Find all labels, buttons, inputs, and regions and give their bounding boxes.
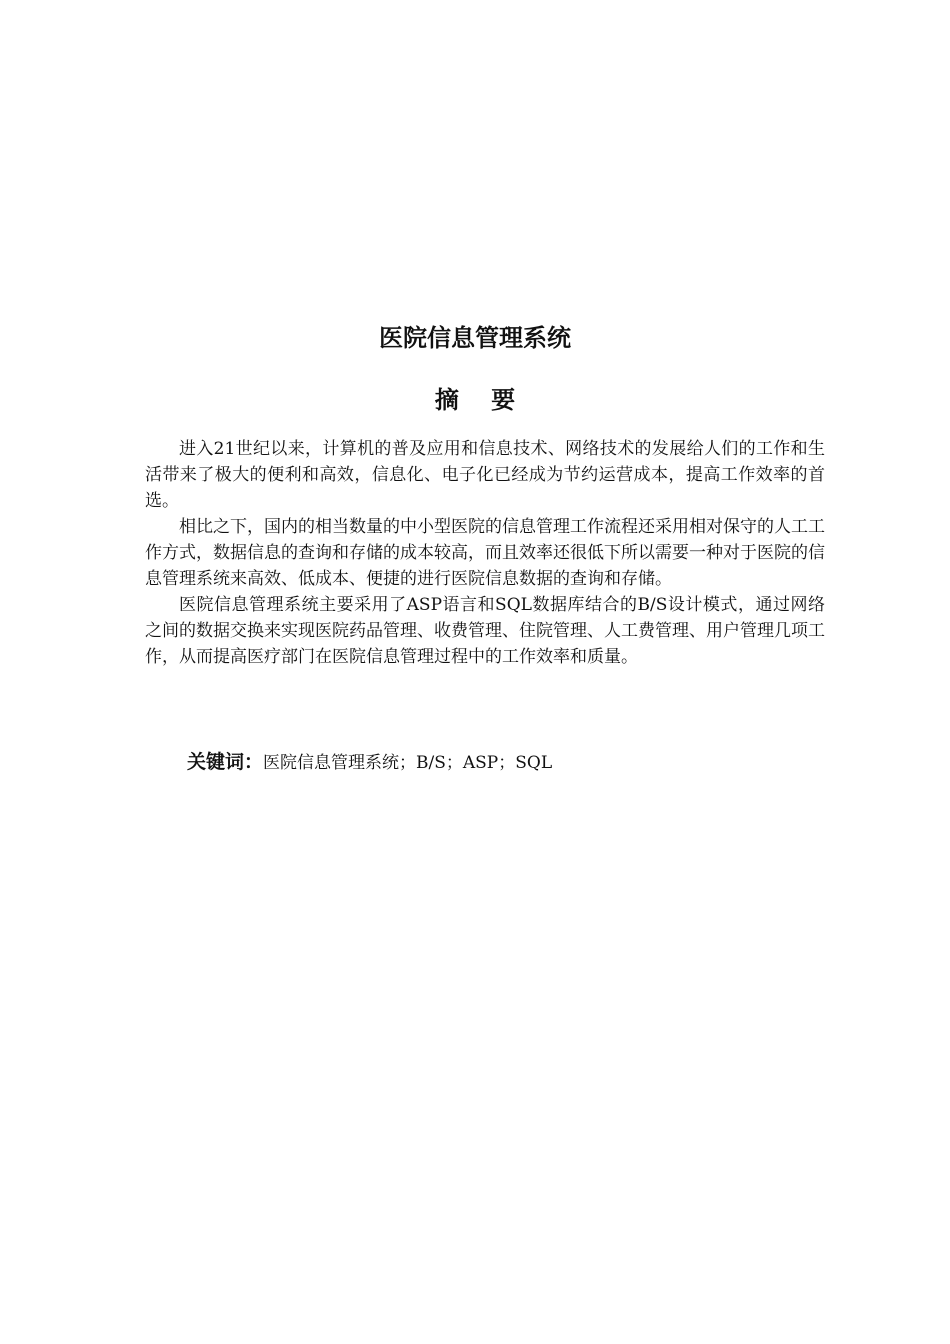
abstract-body xyxy=(145,436,825,670)
abstract-paragraph-2: 相比之下，国内的相当数量的中小型医院的信息管理工作流程还采用相对保守的人工工作方式，数据信息的查询和存储的成本较高，而且效率还很低下所以需要一种对于医院的信息管理系统来高效、低成本、便捷的进行医院信息数据的查询和存储。 xyxy=(145,517,825,589)
abstract-heading: 摘 要 xyxy=(434,386,528,414)
abstract-paragraph-3: 医院信息管理系统主要采用了ASP语言和SQL数据库结合的B/S设计模式，通过网络之间的数据交换来实现医院药品管理、收费管理、住院管理、人工费管理、用户管理几项工作，从而提高医疗部门在医院信息管理过程中的工作效率和质量。 xyxy=(145,595,825,667)
abstract-paragraph-1: 进入21世纪以来，计算机的普及应用和信息技术、网络技术的发展给人们的工作和生活带来了极大的便利和高效，信息化、电子化已经成为节约运营成本，提高工作效率的首选。 xyxy=(145,439,825,511)
document-title: 医院信息管理系统 xyxy=(379,324,571,352)
keywords-label: 关键词： xyxy=(187,751,264,773)
keywords-line xyxy=(187,748,552,777)
keywords-value: 医院信息管理系统；B/S；ASP；SQL xyxy=(263,753,553,773)
